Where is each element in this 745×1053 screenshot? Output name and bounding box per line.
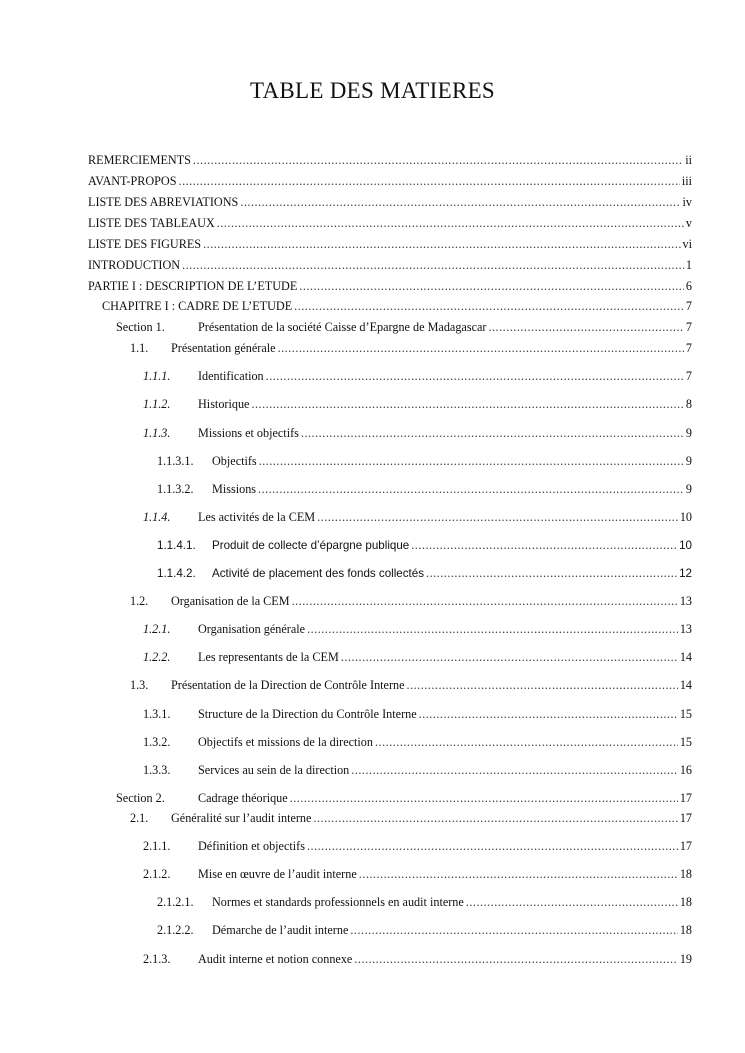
toc-entry-page-number: 10: [679, 539, 692, 552]
toc-dot-leader: [488, 318, 683, 336]
toc-entry[interactable]: [157, 536, 692, 554]
toc-entry-page-number: 12: [679, 567, 692, 580]
toc-entry[interactable]: [102, 297, 692, 315]
toc-dot-leader: [307, 837, 678, 855]
toc-entry-title: Activité de placement des fonds collectés: [212, 567, 425, 580]
toc-entry-number: 1.3.: [130, 678, 149, 692]
toc-entry-page-number: 15: [679, 735, 692, 749]
toc-entry[interactable]: [116, 318, 692, 336]
toc-entry-title: Objectifs: [212, 454, 257, 468]
toc-entry[interactable]: [143, 761, 692, 779]
toc-dot-leader: [182, 256, 684, 274]
toc-entry[interactable]: [88, 151, 692, 169]
toc-entry-number: 2.1.2.1.: [157, 895, 194, 909]
toc-entry-title: Cadrage théorique: [198, 791, 288, 805]
toc-entry-page-number: 17: [679, 839, 692, 853]
toc-entry-number: 1.1.3.1.: [157, 454, 194, 468]
toc-entry-number: 1.1.3.2.: [157, 482, 194, 496]
toc-entry-title: Services au sein de la direction: [198, 763, 350, 777]
toc-dot-leader: [301, 424, 684, 442]
toc-entry-number: 2.1.2.: [143, 867, 171, 881]
toc-entry-number: 1.1.3.: [143, 426, 171, 440]
toc-entry-title: INTRODUCTION: [88, 258, 181, 272]
toc-entry-title: Identification: [198, 369, 264, 383]
toc-entry[interactable]: [143, 367, 692, 385]
toc-entry-page-number: 19: [679, 952, 692, 966]
toc-dot-leader: [411, 536, 677, 554]
toc-entry[interactable]: [88, 172, 692, 190]
toc-entry-number: 1.1.2.: [143, 397, 171, 411]
toc-entry[interactable]: [143, 837, 692, 855]
toc-entry-number: 1.1.: [130, 341, 149, 355]
toc-dot-leader: [466, 893, 678, 911]
toc-entry-page-number: 13: [679, 594, 692, 608]
toc-entry-number: 1.2.: [130, 594, 149, 608]
toc-dot-leader: [217, 214, 684, 232]
toc-entry[interactable]: [143, 424, 692, 442]
toc-entry-page-number: 10: [679, 510, 692, 524]
toc-dot-leader: [290, 789, 678, 807]
toc-entry[interactable]: [157, 452, 692, 470]
toc-entry-page-number: 6: [685, 279, 692, 293]
toc-entry[interactable]: [157, 921, 692, 939]
toc-entry-page-number: 18: [679, 867, 692, 881]
toc-entry-number: 2.1.2.2.: [157, 923, 194, 937]
toc-entry-page-number: 13: [679, 622, 692, 636]
toc-entry-number: Section 2.: [116, 791, 165, 805]
toc-entry[interactable]: [143, 950, 692, 968]
toc-entry-title: Les activités de la CEM: [198, 510, 316, 524]
toc-entry-title: REMERCIEMENTS: [88, 153, 191, 167]
toc-entry-page-number: 17: [679, 791, 692, 805]
toc-entry-page-number: iii: [681, 174, 692, 188]
toc-entry-title: CHAPITRE I : CADRE DE L’ETUDE: [102, 299, 293, 313]
toc-entry[interactable]: [116, 789, 692, 807]
toc-entry[interactable]: [130, 592, 692, 610]
toc-entry-page-number: 9: [685, 454, 692, 468]
toc-entry-number: 2.1.1.: [143, 839, 171, 853]
toc-entry[interactable]: [157, 564, 692, 582]
toc-dot-leader: [292, 592, 678, 610]
toc-entry-title: LISTE DES ABREVIATIONS: [88, 195, 239, 209]
toc-entry-page-number: 16: [679, 763, 692, 777]
toc-entry-number: 1.1.4.2.: [157, 567, 196, 580]
toc-entry-page-number: iv: [682, 195, 692, 209]
toc-entry[interactable]: [88, 193, 692, 211]
toc-entry-page-number: 7: [685, 320, 692, 334]
toc-entry-title: Historique: [198, 397, 250, 411]
toc-entry[interactable]: [130, 809, 692, 827]
toc-entry-page-number: 7: [685, 369, 692, 383]
toc-dot-leader: [419, 705, 678, 723]
toc-dot-leader: [278, 339, 684, 357]
toc-entry-title: Missions et objectifs: [198, 426, 299, 440]
toc-entry-number: 1.1.4.: [143, 510, 171, 524]
toc-entry-title: Présentation de la société Caisse d’Epargne de Madagascar: [198, 320, 487, 334]
toc-dot-leader: [359, 865, 678, 883]
toc-entry-title: Objectifs et missions de la direction: [198, 735, 373, 749]
toc-entry-page-number: vi: [682, 237, 692, 251]
toc-entry-number: 1.3.1.: [143, 707, 171, 721]
toc-entry-title: Présentation de la Direction de Contrôle Interne: [171, 678, 405, 692]
toc-entry[interactable]: [143, 733, 692, 751]
toc-dot-leader: [240, 193, 680, 211]
toc-entry-title: Audit interne et notion connexe: [198, 952, 353, 966]
toc-entry[interactable]: [143, 865, 692, 883]
toc-entry-page-number: 14: [679, 678, 692, 692]
toc-entry-number: 1.3.3.: [143, 763, 171, 777]
toc-entry-title: Organisation générale: [198, 622, 306, 636]
toc-entry-number: 1.1.1.: [143, 369, 171, 383]
toc-dot-leader: [266, 367, 684, 385]
toc-entry-number: 1.2.2.: [143, 650, 171, 664]
toc-entry-page-number: 15: [679, 707, 692, 721]
toc-entry-page-number: 9: [685, 426, 692, 440]
toc-entry[interactable]: [88, 256, 692, 274]
toc-dot-leader: [294, 297, 684, 315]
toc-entry-title: Mise en œuvre de l’audit interne: [198, 867, 357, 881]
toc-entry-title: Démarche de l’audit interne: [212, 923, 349, 937]
toc-entry-title: Missions: [212, 482, 257, 496]
toc-entry-number: 1.1.4.1.: [157, 539, 196, 552]
toc-entry-title: Structure de la Direction du Contrôle Interne: [198, 707, 417, 721]
toc-entry-page-number: 7: [685, 299, 692, 313]
toc-entry[interactable]: [130, 339, 692, 357]
toc-entry[interactable]: [143, 620, 692, 638]
toc-dot-leader: [354, 950, 677, 968]
toc-dot-leader: [407, 676, 678, 694]
toc-dot-leader: [307, 620, 678, 638]
toc-entry[interactable]: [130, 676, 692, 694]
toc-entry[interactable]: [88, 214, 692, 232]
toc-entry-title: AVANT-PROPOS: [88, 174, 177, 188]
toc-entry-page-number: 18: [679, 923, 692, 937]
toc-dot-leader: [299, 277, 684, 295]
toc-dot-leader: [259, 452, 684, 470]
toc-entry-page-number: 18: [679, 895, 692, 909]
toc-entry-title: Produit de collecte d’épargne publique: [212, 539, 410, 552]
toc-entry-title: LISTE DES FIGURES: [88, 237, 202, 251]
toc-dot-leader: [341, 648, 678, 666]
toc-entry-page-number: 17: [679, 811, 692, 825]
toc-entry-number: Section 1.: [116, 320, 165, 334]
toc-entry[interactable]: [88, 277, 692, 295]
toc-entry-number: 1.3.2.: [143, 735, 171, 749]
toc-entry-title: Normes et standards professionnels en audit interne: [212, 895, 464, 909]
toc-entry-title: Présentation générale: [171, 341, 276, 355]
toc-entry-page-number: v: [685, 216, 692, 230]
toc-dot-leader: [203, 235, 680, 253]
toc-dot-leader: [251, 395, 683, 413]
toc-entry[interactable]: [143, 705, 692, 723]
toc-entry-title: Généralité sur l’audit interne: [171, 811, 312, 825]
toc-entry-title: Organisation de la CEM: [171, 594, 290, 608]
toc-dot-leader: [317, 508, 678, 526]
toc-entry[interactable]: [88, 235, 692, 253]
toc-dot-leader: [193, 151, 683, 169]
toc-dot-leader: [375, 733, 678, 751]
toc-entry[interactable]: [143, 508, 692, 526]
toc-entry-title: LISTE DES TABLEAUX: [88, 216, 215, 230]
toc-entry-title: Les representants de la CEM: [198, 650, 339, 664]
toc-entry[interactable]: [143, 395, 692, 413]
toc-entry[interactable]: [157, 893, 692, 911]
toc-entry-page-number: ii: [685, 153, 692, 167]
toc-dot-leader: [258, 480, 684, 498]
toc-entry-title: PARTIE I : DESCRIPTION DE L’ETUDE: [88, 279, 298, 293]
toc-entry[interactable]: [157, 480, 692, 498]
toc-dot-leader: [350, 921, 677, 939]
toc-entry-page-number: 1: [685, 258, 692, 272]
toc-entry-number: 2.1.3.: [143, 952, 171, 966]
toc-entry-page-number: 7: [685, 341, 692, 355]
page-title: TABLE DES MATIERES: [249, 78, 496, 103]
toc-entry[interactable]: [143, 648, 692, 666]
toc-dot-leader: [351, 761, 678, 779]
toc-entry-page-number: 14: [679, 650, 692, 664]
toc-entry-number: 2.1.: [130, 811, 149, 825]
toc-dot-leader: [426, 564, 677, 582]
toc-dot-leader: [179, 172, 680, 190]
toc-entry-page-number: 8: [685, 397, 692, 411]
toc-entry-number: 1.2.1.: [143, 622, 171, 636]
toc-entry-title: Définition et objectifs: [198, 839, 305, 853]
toc-entry-page-number: 9: [685, 482, 692, 496]
toc-dot-leader: [313, 809, 677, 827]
